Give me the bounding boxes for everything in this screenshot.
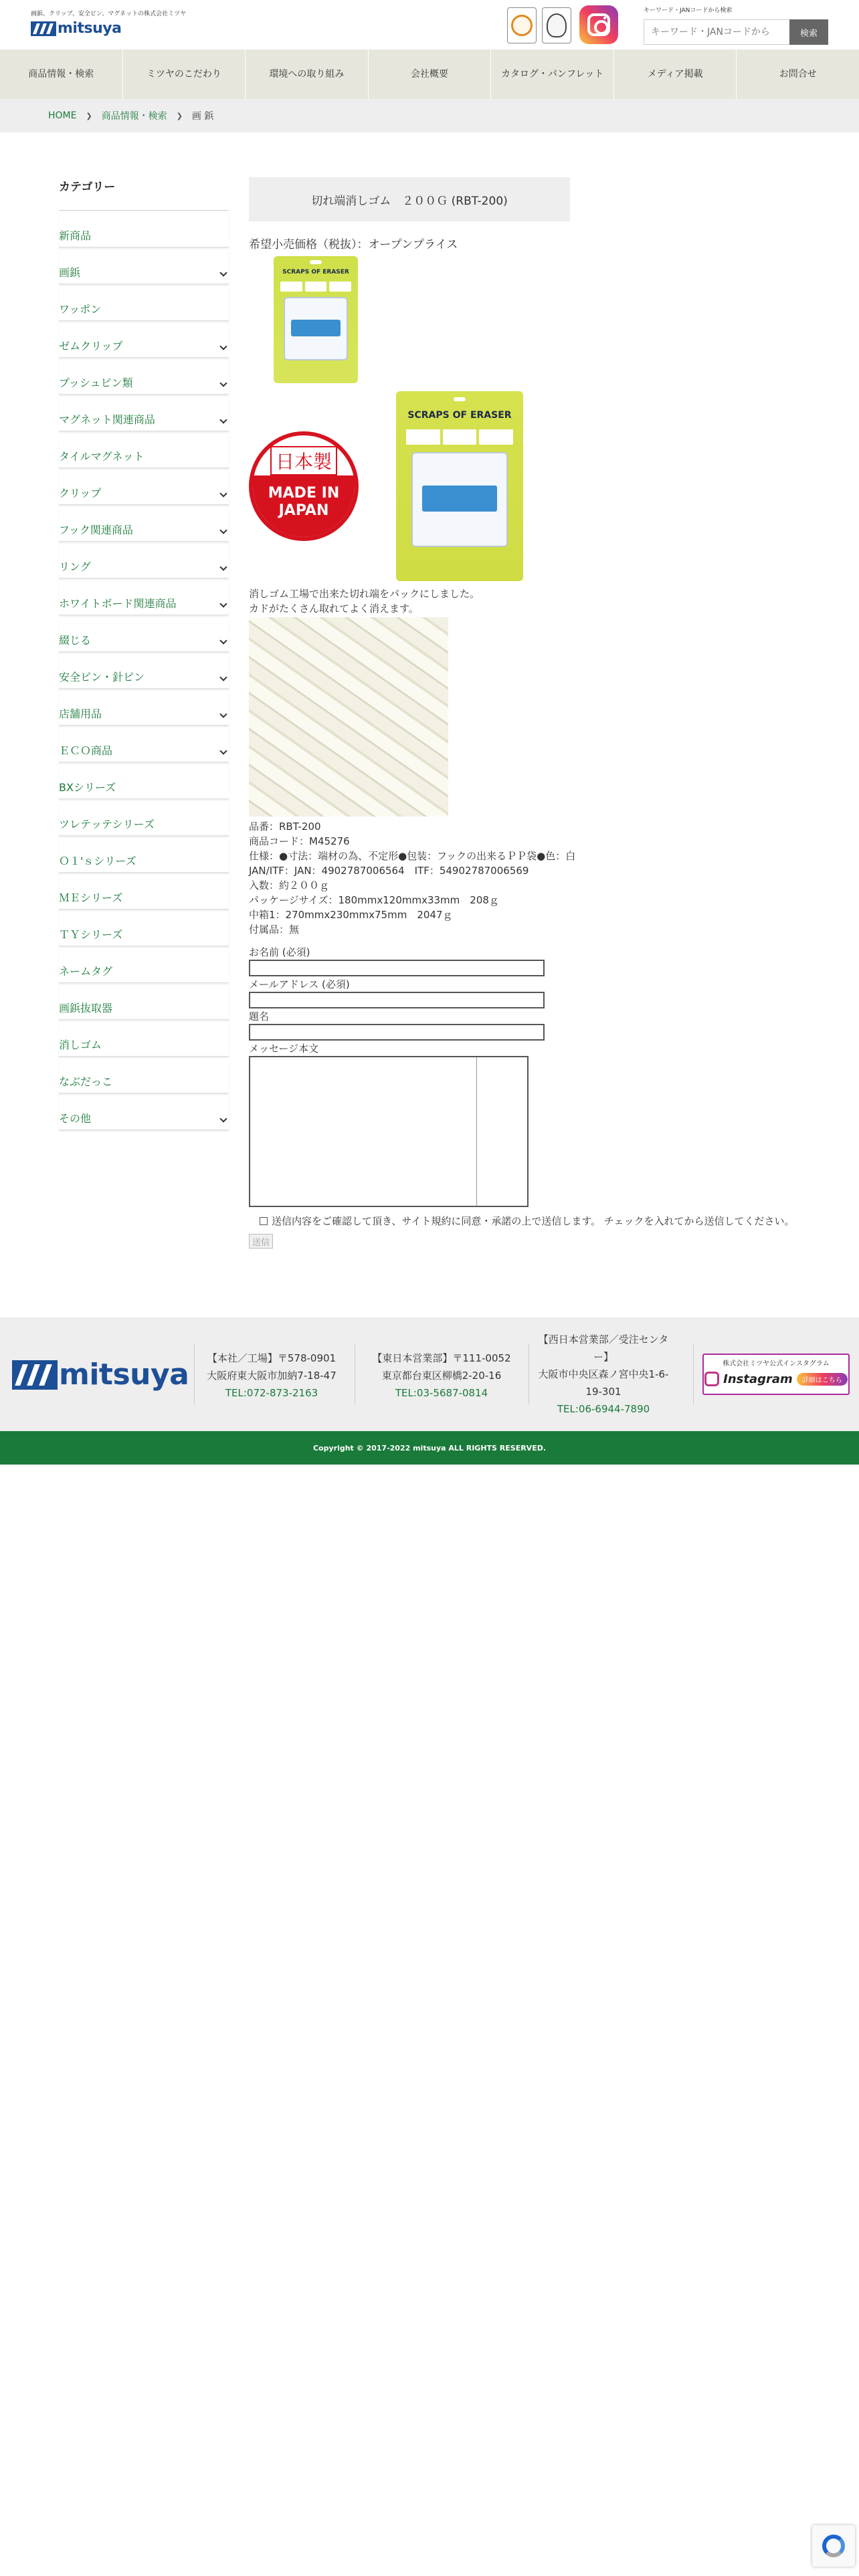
office-west [537, 1331, 670, 1418]
sidebar-category-label: フック関連商品 [59, 524, 133, 536]
sidebar-category-item[interactable] [59, 652, 229, 689]
description-line: 消しゴム工場で出来た切れ端をパックにしました。 [249, 588, 480, 600]
chevron-down-icon[interactable] [219, 526, 227, 534]
spec-quantity: 入数：約２００ｇ [249, 879, 330, 891]
chevron-down-icon[interactable] [219, 1115, 227, 1122]
sidebar-category-label: 綴じる [59, 634, 92, 647]
logo-text: mitsuya [58, 20, 122, 37]
office-name: 【本社／工場】〒578-0901 [207, 1352, 337, 1364]
eraser-scraps-photo [249, 617, 448, 817]
office-tel[interactable]: TEL:06-6944-7890 [557, 1403, 650, 1415]
chevron-down-icon[interactable] [219, 379, 227, 387]
description-line: カドがたくさん取れてよく消えます。 [249, 603, 419, 615]
sidebar-title: カテゴリー [59, 177, 229, 211]
office-address: 東京都台東区柳橋2-20-16 [381, 1370, 502, 1382]
logo-mark-icon [12, 1360, 58, 1390]
breadcrumb-section[interactable]: 商品情報・検索 [101, 111, 167, 122]
sidebar-category-item[interactable] [59, 395, 229, 431]
spec-accessories: 付属品：無 [249, 924, 300, 936]
instagram-wordmark: Instagram [723, 1372, 793, 1386]
consent-checkbox[interactable] [260, 1217, 268, 1225]
sidebar-category-item[interactable] [59, 1093, 229, 1130]
submit-button[interactable]: 送信 [249, 1234, 273, 1249]
certification-mark-icon [542, 7, 571, 43]
chevron-down-icon[interactable] [219, 673, 227, 681]
certification-mark-icon [507, 7, 537, 43]
sidebar-category-label: なぶだっこ [59, 1075, 113, 1088]
sidebar-category-label: ネームタグ [59, 965, 113, 978]
sidebar-category-item[interactable] [59, 873, 229, 909]
sidebar-category-item[interactable] [59, 321, 229, 358]
product-package-image-large [396, 391, 523, 581]
chevron-down-icon[interactable] [219, 416, 227, 423]
nav-item-commitment[interactable]: ミツヤのこだわり [123, 49, 246, 99]
sidebar-category-label: Ｏ１'ｓシリーズ [59, 855, 136, 867]
sidebar-category-item[interactable] [59, 1020, 229, 1057]
instagram-banner[interactable] [702, 1354, 850, 1395]
product-title: 切れ端消しゴム ２００Ｇ (RBT-200) [249, 177, 570, 221]
breadcrumb-home[interactable]: HOME [48, 110, 77, 121]
chevron-down-icon[interactable] [219, 747, 227, 754]
copyright-bar [0, 1431, 859, 1465]
product-specs [249, 819, 575, 937]
search-input[interactable] [644, 19, 789, 45]
site-tagline: 画鋲、クリップ、安全ピン、マグネットの株式会社ミツヤ [31, 11, 187, 17]
logo-mark-icon [31, 21, 56, 36]
sidebar-category-label: 消しゴム [59, 1039, 102, 1051]
sidebar-category-item[interactable] [59, 1057, 229, 1093]
chevron-down-icon[interactable] [219, 637, 227, 644]
sidebar-category-label: ホワイトボード関連商品 [59, 597, 177, 610]
main-nav [0, 49, 859, 99]
office-name: 【西日本営業部／受注センター】 [538, 1333, 669, 1363]
search-label: キーワード・JANコードから検索 [644, 7, 733, 14]
instagram-details-pill: 詳細はこちら [797, 1373, 848, 1386]
sidebar-category-item[interactable] [59, 542, 229, 578]
chevron-down-icon[interactable] [219, 563, 227, 570]
message-label: メッセージ本文 [249, 1043, 319, 1055]
instagram-icon[interactable] [579, 5, 618, 44]
textarea-scrollbar[interactable] [476, 1057, 527, 1206]
footer-logo-text: mitsuya [59, 1358, 189, 1392]
sidebar-category-item[interactable] [59, 762, 229, 799]
chevron-down-icon[interactable] [219, 342, 227, 350]
package-title: SCRAPS OF ERASER [282, 269, 349, 276]
subject-field[interactable] [249, 1024, 545, 1041]
message-textarea[interactable] [249, 1056, 529, 1207]
sidebar-category-item[interactable] [59, 983, 229, 1020]
sidebar-category-label: ＭＥシリーズ [59, 891, 123, 904]
sidebar-category-label: タイルマグネット [59, 450, 145, 463]
mij-line2: JAPAN [278, 502, 329, 520]
sidebar-category-label: クリップ [59, 487, 102, 500]
footer-logo[interactable] [12, 1358, 189, 1392]
office-tel[interactable]: TEL:03-5687-0814 [395, 1387, 488, 1399]
sidebar-category-item[interactable] [59, 211, 229, 247]
product-main [249, 177, 797, 1248]
site-logo[interactable] [31, 20, 121, 37]
breadcrumb [0, 99, 859, 132]
office-east [361, 1350, 522, 1402]
sidebar-category-label: ツレテッテシリーズ [59, 818, 155, 831]
product-package-image [274, 256, 358, 383]
spec-jan: JAN/ITF：JAN：4902787006564 ITF：54902787006569 [249, 865, 529, 877]
email-label: メールアドレス (必須) [249, 978, 350, 990]
search-button[interactable]: 検索 [789, 19, 828, 45]
chevron-down-icon[interactable] [219, 490, 227, 497]
sidebar-category-label: 画鋲 [59, 266, 81, 279]
spec-item-number: 品番：RBT-200 [249, 821, 321, 833]
sidebar-category-item[interactable] [59, 726, 229, 762]
sidebar-category-label: 画鋲抜取器 [59, 1002, 113, 1014]
sidebar-category-label: マグネット関連商品 [59, 413, 155, 426]
office-address: 大阪市中央区森ノ宮中央1-6-19-301 [538, 1368, 669, 1398]
product-description [249, 586, 480, 616]
email-field[interactable] [249, 992, 545, 1008]
sidebar-category-item[interactable] [59, 578, 229, 615]
sidebar-category-item[interactable] [59, 799, 229, 836]
sidebar-category-label: 店舗用品 [59, 708, 102, 720]
sidebar-category-label: 新商品 [59, 229, 92, 242]
nav-item-company[interactable]: 会社概要 [369, 49, 492, 99]
sidebar-category-item[interactable] [59, 431, 229, 468]
sidebar-category-item[interactable] [59, 946, 229, 983]
chevron-right-icon: ❯ [176, 111, 183, 120]
sidebar-category-item[interactable] [59, 247, 229, 284]
chevron-down-icon[interactable] [219, 710, 227, 718]
chevron-down-icon[interactable] [219, 269, 227, 276]
category-list [59, 211, 229, 1130]
sidebar-category-label: リング [59, 560, 91, 573]
consent-text: 送信内容をご確認して頂き、サイト規約に同意・承諾の上で送信します。 チェックを入れてから送信してください。 [272, 1215, 795, 1227]
copyright-text: Copyright © 2017-2022 mitsuya ALL RIGHTS RESERVED. [312, 1443, 547, 1453]
contact-form [249, 945, 797, 1249]
nav-item-environment[interactable]: 環境への取り組み [246, 49, 369, 99]
nav-item-products[interactable]: 商品情報・検索 [0, 49, 123, 99]
mij-kanji: 日本製 [270, 446, 337, 475]
sidebar-category-label: ＴＹシリーズ [59, 928, 123, 941]
mij-line1: MADE IN [268, 485, 340, 502]
sidebar-category-item[interactable] [59, 909, 229, 946]
sidebar-category-label: ゼムクリップ [59, 340, 123, 352]
nav-item-media[interactable]: メディア掲載 [614, 49, 737, 99]
sidebar-category-item[interactable] [59, 615, 229, 652]
spec-item-code: 商品コード：M45276 [249, 835, 350, 847]
sidebar-category-label: ＥＣＯ商品 [59, 744, 113, 757]
package-title-large: SCRAPS OF ERASER [407, 410, 512, 421]
spec-spec: 仕様：●寸法：端材の為、不定形●包装：フックの出来るＰＰ袋●色：白 [249, 850, 576, 862]
sidebar-category-item[interactable] [59, 689, 229, 726]
made-in-japan-badge [249, 431, 359, 541]
office-name: 【東日本営業部】〒111-0052 [372, 1352, 511, 1364]
name-field[interactable] [249, 960, 545, 976]
sidebar-category-label: 安全ピン・針ピン [59, 671, 145, 683]
chevron-down-icon[interactable] [219, 600, 227, 607]
chevron-right-icon: ❯ [86, 111, 92, 120]
sidebar-category-label: その他 [59, 1112, 92, 1125]
site-header [0, 0, 859, 49]
consent-row [249, 1214, 797, 1228]
category-sidebar [59, 177, 229, 1130]
office-headquarters [198, 1350, 345, 1402]
sidebar-category-label: ワッポン [59, 303, 102, 316]
sidebar-category-item[interactable] [59, 284, 229, 321]
office-address: 大阪府東大阪市加納7-18-47 [207, 1370, 337, 1382]
subject-label: 題名 [249, 1010, 270, 1023]
spec-inner-box: 中箱1：270mmx230mmx75mm 2047ｇ [249, 909, 453, 921]
sidebar-category-label: プッシュピン類 [59, 377, 133, 389]
product-price: 希望小売価格（税抜）：オープンプライス [249, 238, 458, 251]
office-tel[interactable]: TEL:072-873-2163 [225, 1387, 318, 1399]
name-label: お名前 (必須) [249, 946, 310, 958]
breadcrumb-current: 画 鋲 [191, 111, 214, 122]
site-footer [0, 1317, 859, 1431]
instagram-banner-caption: 株式会社ミツヤ公式インスタグラム [723, 1360, 830, 1368]
sidebar-category-item[interactable] [59, 468, 229, 505]
sidebar-category-item[interactable] [59, 505, 229, 542]
nav-item-contact[interactable]: お問合せ [779, 68, 817, 80]
sidebar-category-item[interactable] [59, 358, 229, 395]
recaptcha-badge[interactable] [812, 2525, 855, 2567]
instagram-icon [704, 1372, 719, 1386]
sidebar-category-label: BXシリーズ [59, 781, 116, 794]
nav-item-catalog[interactable]: カタログ・パンフレット [491, 49, 614, 99]
spec-package-size: パッケージサイズ：180mmx120mmx33mm 208ｇ [249, 894, 499, 906]
sidebar-category-item[interactable] [59, 836, 229, 873]
recaptcha-icon [822, 2535, 845, 2557]
